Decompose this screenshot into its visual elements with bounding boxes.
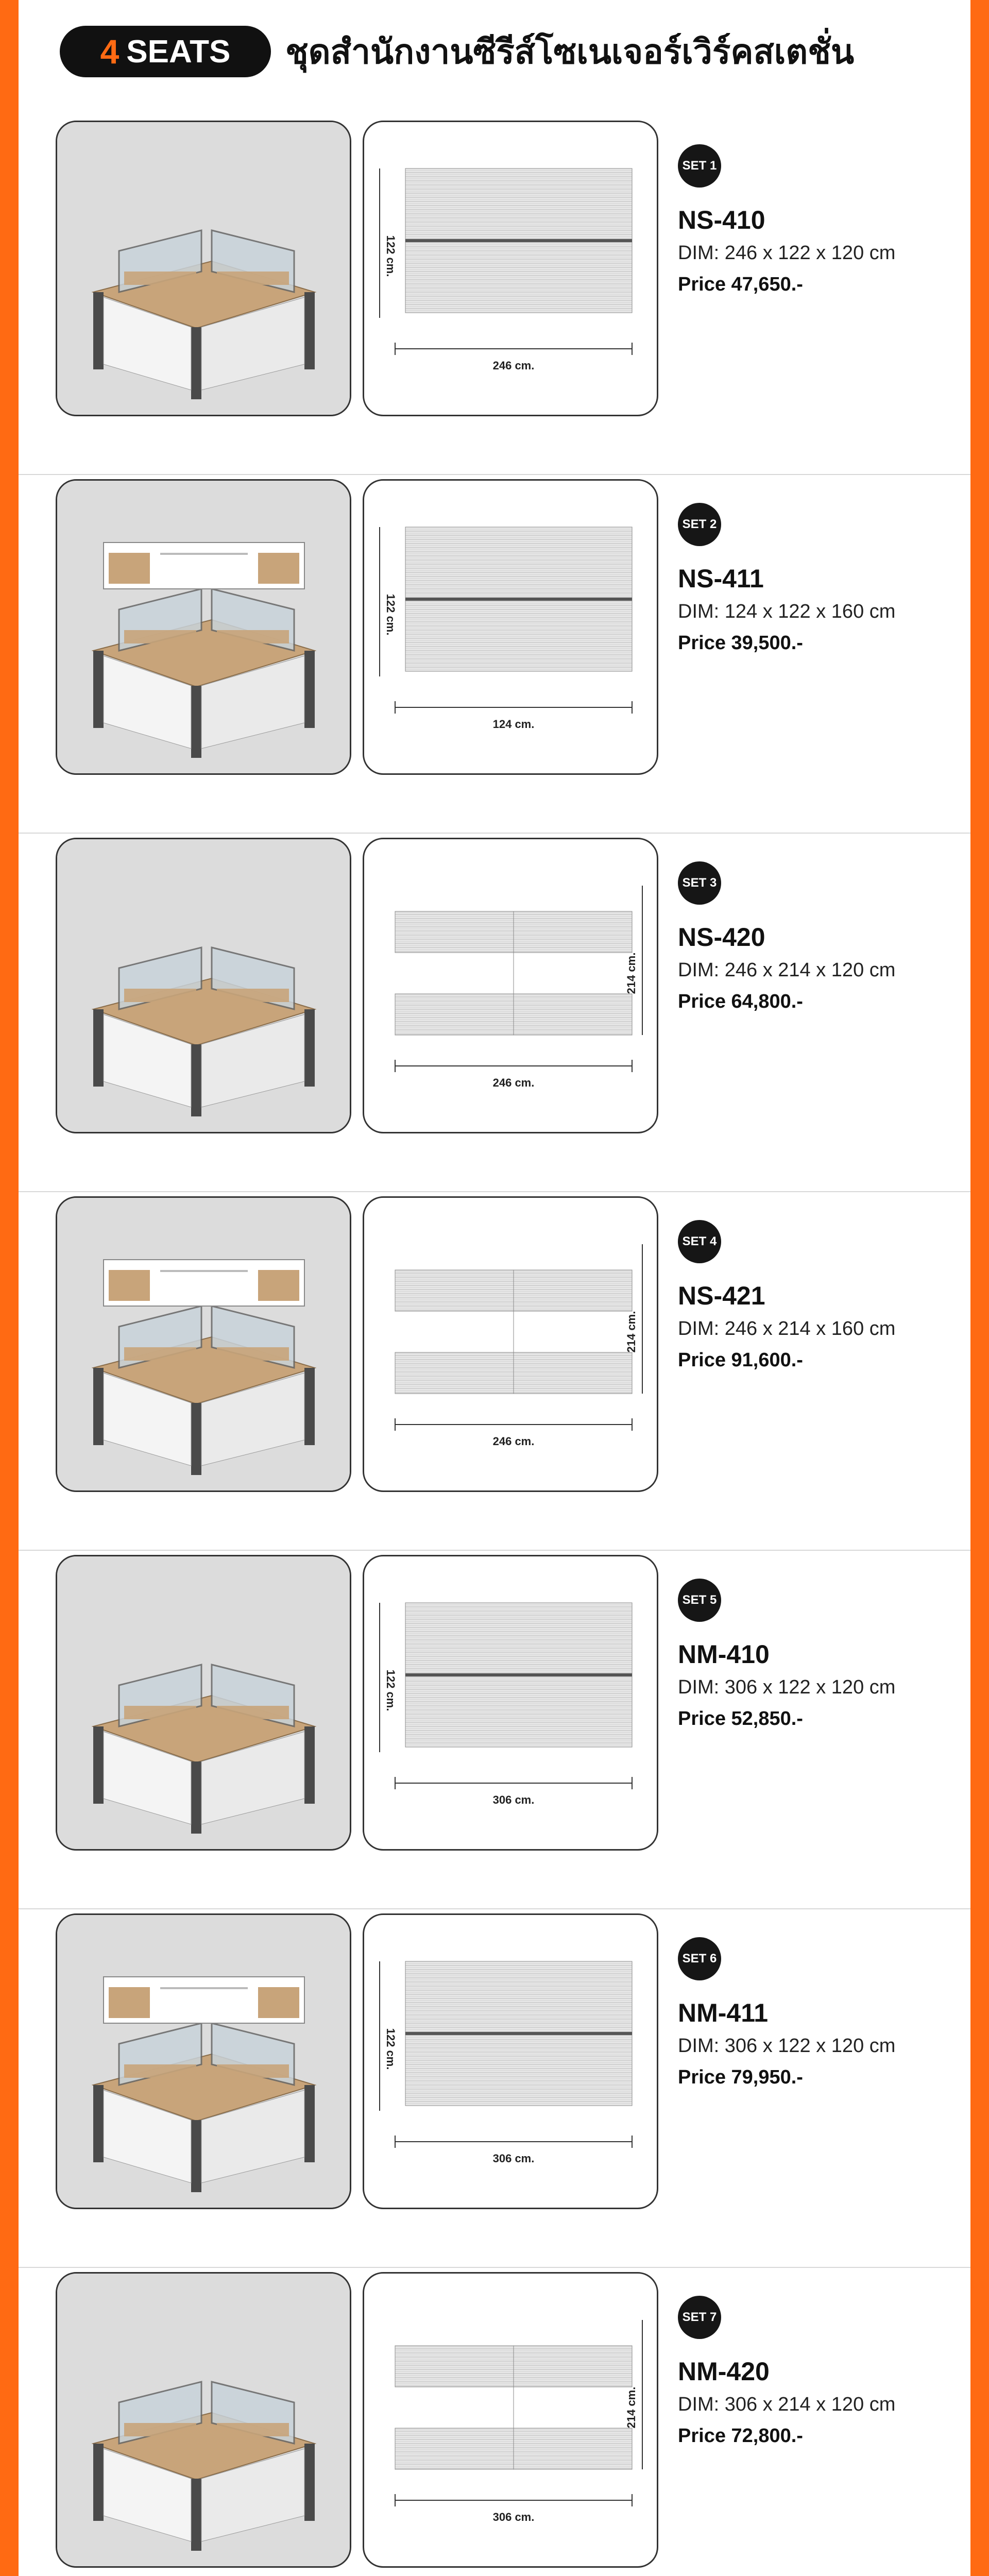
- set-badge: SET 3: [678, 861, 721, 905]
- plan-width-label: 246 cm.: [492, 359, 535, 372]
- product-row: [19, 116, 970, 475]
- price: Price 91,600.-: [678, 1349, 803, 1371]
- product-row: [19, 1909, 970, 2268]
- model-name: NM-410: [678, 1640, 770, 1669]
- product-photo: [56, 1555, 351, 1851]
- price: Price 64,800.-: [678, 991, 803, 1012]
- dimensions: DIM: 306 x 122 x 120 cm: [678, 2035, 896, 2057]
- model-name: NS-411: [678, 564, 764, 593]
- set-badge: SET 6: [678, 1937, 721, 1980]
- model-name: NM-420: [678, 2357, 770, 2386]
- product-info: [678, 1937, 946, 2089]
- catalog-page: [19, 0, 970, 2576]
- plan-depth-label: 122 cm.: [384, 1669, 397, 1711]
- dimensions: DIM: 246 x 214 x 120 cm: [678, 959, 896, 981]
- product-photo: [56, 121, 351, 416]
- set-badge: SET 5: [678, 1579, 721, 1622]
- product-info: [678, 144, 946, 296]
- floor-plan: [363, 121, 658, 416]
- floor-plan: [363, 1555, 658, 1851]
- floor-plan: [363, 838, 658, 1133]
- model-name: NS-410: [678, 206, 765, 234]
- product-info: [678, 1220, 946, 1371]
- model-name: NS-420: [678, 923, 765, 952]
- set-badge: SET 2: [678, 503, 721, 546]
- plan-width-label: 246 cm.: [492, 1076, 535, 1089]
- floor-plan: [363, 479, 658, 775]
- plan-depth-label: 122 cm.: [384, 594, 397, 636]
- plan-depth-label: 214 cm.: [625, 952, 638, 994]
- dimensions: DIM: 306 x 214 x 120 cm: [678, 2394, 896, 2415]
- price: Price 72,800.-: [678, 2425, 803, 2447]
- product-row: [19, 1551, 970, 1909]
- product-photo: [56, 1913, 351, 2209]
- dimensions: DIM: 246 x 122 x 120 cm: [678, 242, 896, 264]
- price: Price 47,650.-: [678, 274, 803, 295]
- dimensions: DIM: 124 x 122 x 160 cm: [678, 601, 896, 622]
- page-title: ชุดสำนักงานซีรีส์โซเนเจอร์เวิร์คสเตชั่น: [285, 32, 855, 71]
- floor-plan: [363, 1196, 658, 1492]
- model-name: NS-421: [678, 1281, 765, 1310]
- plan-depth-label: 214 cm.: [625, 1311, 638, 1353]
- set-badge: SET 1: [678, 144, 721, 188]
- product-row: [19, 2268, 970, 2576]
- floor-plan: [363, 2272, 658, 2568]
- seats-number: 4: [100, 32, 120, 71]
- set-badge: SET 7: [678, 2296, 721, 2339]
- plan-width-label: 306 cm.: [492, 2152, 535, 2165]
- dimensions: DIM: 306 x 122 x 120 cm: [678, 1676, 896, 1698]
- product-row: [19, 834, 970, 1192]
- product-photo: [56, 838, 351, 1133]
- dimensions: DIM: 246 x 214 x 160 cm: [678, 1318, 896, 1340]
- product-row: [19, 1192, 970, 1551]
- product-photo: [56, 1196, 351, 1492]
- plan-width-label: 306 cm.: [492, 2511, 535, 2523]
- plan-width-label: 124 cm.: [492, 718, 535, 731]
- product-photo: [56, 2272, 351, 2568]
- product-photo: [56, 479, 351, 775]
- seats-label: SEATS: [126, 33, 231, 70]
- product-row: [19, 475, 970, 834]
- product-info: [678, 503, 946, 654]
- plan-width-label: 246 cm.: [492, 1435, 535, 1448]
- plan-depth-label: 122 cm.: [384, 2028, 397, 2070]
- product-info: [678, 1579, 946, 1730]
- plan-width-label: 306 cm.: [492, 1793, 535, 1806]
- price: Price 52,850.-: [678, 1708, 803, 1730]
- product-info: [678, 2296, 946, 2447]
- floor-plan: [363, 1913, 658, 2209]
- price: Price 79,950.-: [678, 2066, 803, 2088]
- product-info: [678, 861, 946, 1013]
- set-badge: SET 4: [678, 1220, 721, 1263]
- model-name: NM-411: [678, 1998, 769, 2027]
- seats-badge: [60, 26, 271, 77]
- plan-depth-label: 122 cm.: [384, 235, 397, 277]
- page-header: [19, 0, 970, 108]
- plan-depth-label: 214 cm.: [625, 2386, 638, 2429]
- price: Price 39,500.-: [678, 632, 803, 654]
